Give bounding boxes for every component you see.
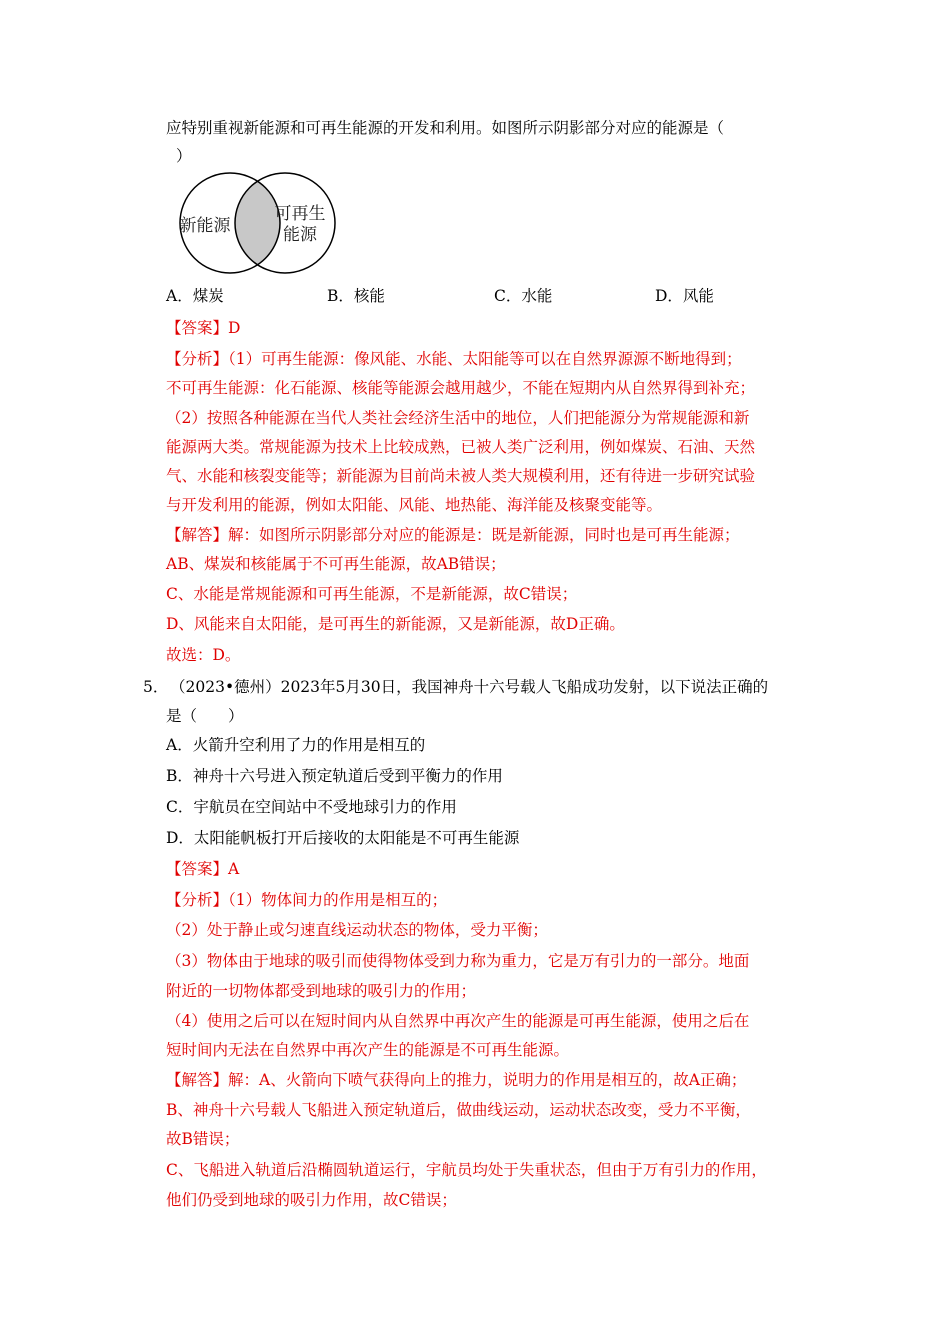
venn-label-right-2: 能源 xyxy=(283,225,317,245)
q4-option-c: C．水能 xyxy=(494,287,553,305)
q5-solution-line: 故B错误； xyxy=(166,1130,240,1148)
q4-stem-line-1: 应特别重视新能源和可再生能源的开发和利用。如图所示阴影部分对应的能源是（ xyxy=(166,119,725,137)
q5-analysis-line: （4）使用之后可以在短时间内从自然界中再次产生的能源是可再生能源，使用之后在 xyxy=(166,1012,750,1030)
q5-analysis-line: 附近的一切物体都受到地球的吸引力的作用； xyxy=(166,982,477,1000)
q4-solution-line: 【解答】解：如图所示阴影部分对应的能源是：既是新能源，同时也是可再生能源； xyxy=(166,526,740,544)
q4-option-b: B．核能 xyxy=(327,287,385,305)
q5-solution-line: B、神舟十六号载人飞船进入预定轨道后，做曲线运动，运动状态改变，受力不平衡， xyxy=(166,1101,751,1119)
q4-answer: 【答案】D xyxy=(166,319,241,337)
q5-option-d: D．太阳能帆板打开后接收的太阳能是不可再生能源 xyxy=(166,829,520,847)
q4-analysis-line: 能源两大类。常规能源为技术上比较成熟，已被人类广泛利用，例如煤炭、石油、天然 xyxy=(166,438,756,456)
q5-solution-line: 他们仍受到地球的吸引力作用，故C错误； xyxy=(166,1191,457,1209)
q5-answer: 【答案】A xyxy=(166,860,240,878)
q5-stem-line-1: （2023•德州）2023年5月30日，我国神舟十六号载人飞船成功发射，以下说法正确的 xyxy=(170,678,769,696)
venn-label-left: 新能源 xyxy=(179,216,231,236)
q5-number: 5． xyxy=(143,678,169,696)
q4-solution-line: C、水能是常规能源和可再生能源，不是新能源，故C错误； xyxy=(166,585,578,603)
q5-analysis-line: （2）处于静止或匀速直线运动状态的物体，受力平衡； xyxy=(166,921,548,939)
q5-analysis-line: 短时间内无法在自然界中再次产生的能源是不可再生能源。 xyxy=(166,1041,570,1059)
q4-solution-line: D、风能来自太阳能，是可再生的新能源，又是新能源，故D正确。 xyxy=(166,615,625,633)
q4-analysis-line: 气、水能和核裂变能等；新能源为目前尚未被人类大规模利用，还有待进一步研究试验 xyxy=(166,467,756,485)
venn-diagram xyxy=(160,168,340,278)
venn-label-right-1: 可再生 xyxy=(274,204,326,224)
q4-stem-line-2: ） xyxy=(176,147,192,165)
q4-option-a: A．煤炭 xyxy=(166,287,224,305)
q5-option-b: B．神舟十六号进入预定轨道后受到平衡力的作用 xyxy=(166,767,503,785)
q4-analysis-line: 与开发利用的能源，例如太阳能、风能、地热能、海洋能及核聚变能等。 xyxy=(166,496,663,514)
q4-analysis-line: 不可再生能源：化石能源、核能等能源会越用越少，不能在短期内从自然界得到补充； xyxy=(166,379,756,397)
q4-analysis-line: （2）按照各种能源在当代人类社会经济生活中的地位，人们把能源分为常规能源和新 xyxy=(166,409,750,427)
q5-option-a: A．火箭升空利用了力的作用是相互的 xyxy=(166,736,426,754)
q4-option-d: D．风能 xyxy=(655,287,714,305)
q5-solution-line: 【解答】解：A、火箭向下喷气获得向上的推力，说明力的作用是相互的，故A正确； xyxy=(166,1071,747,1089)
q5-solution-line: C、飞船进入轨道后沿椭圆轨道运行，宇航员均处于失重状态，但由于万有引力的作用， xyxy=(166,1161,767,1179)
q5-option-c: C．宇航员在空间站中不受地球引力的作用 xyxy=(166,798,457,816)
q4-solution-line: AB、煤炭和核能属于不可再生能源，故AB错误； xyxy=(166,555,506,573)
q4-options xyxy=(0,286,950,308)
q5-analysis-line: （3）物体由于地球的吸引而使得物体受到力称为重力，它是万有引力的一部分。地面 xyxy=(166,952,750,970)
q5-analysis-line: 【分析】（1）物体间力的作用是相互的； xyxy=(166,891,448,909)
q4-solution-line: 故选：D。 xyxy=(166,646,241,664)
q5-stem-line-2: 是（ ） xyxy=(166,707,244,725)
q4-analysis-line: 【分析】（1）可再生能源：像风能、水能、太阳能等可以在自然界源源不断地得到； xyxy=(166,350,742,368)
